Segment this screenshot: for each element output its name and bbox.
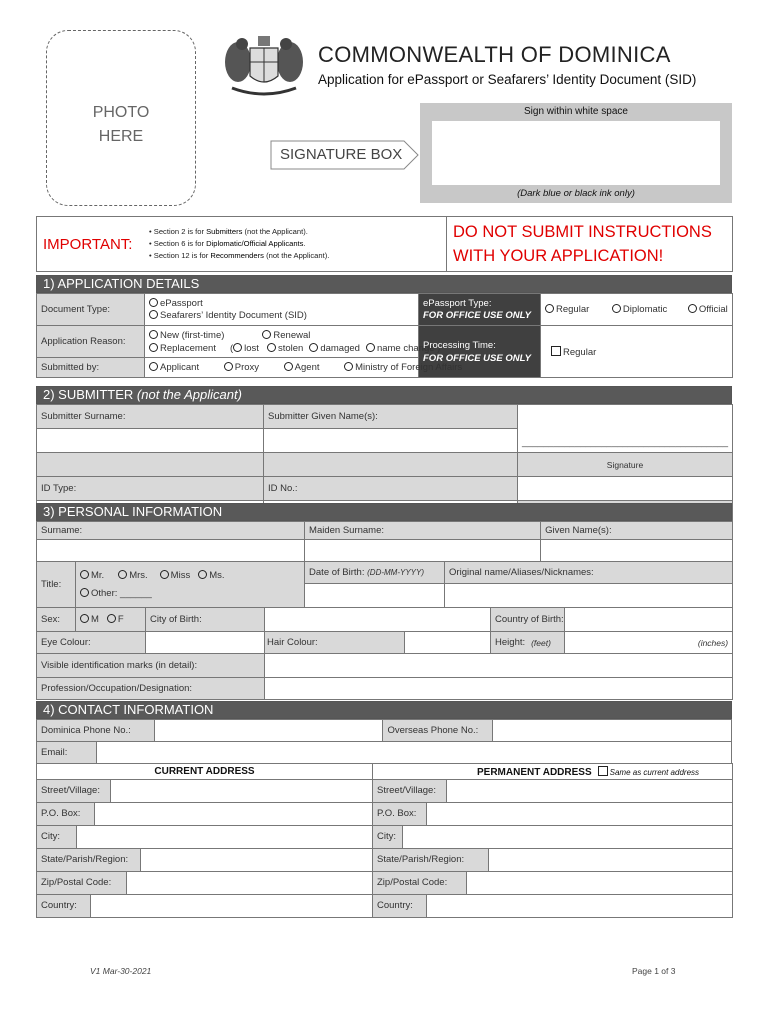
signature-label: Signature — [518, 453, 733, 477]
title-mrs[interactable]: Mrs. — [118, 570, 147, 581]
same-as-current[interactable]: Same as current address — [598, 767, 699, 778]
section-3-header: 3) PERSONAL INFORMATION — [36, 503, 732, 521]
reason-label: Application Reason: — [37, 326, 145, 358]
perm-street-label: Street/Village: — [373, 780, 447, 802]
aliases-field[interactable] — [445, 584, 733, 608]
email-field[interactable] — [96, 742, 731, 764]
section-1-header: 1) APPLICATION DETAILS — [36, 275, 732, 293]
processing-regular[interactable]: Regular — [541, 326, 733, 378]
perm-zip-label: Zip/Postal Code: — [373, 872, 467, 894]
ink-note: (Dark blue or black ink only) — [517, 188, 635, 199]
important-line: • Section 6 is for Diplomatic/Official Applicants. — [149, 239, 306, 248]
address-fields-table — [36, 779, 733, 918]
radio-icon — [80, 588, 89, 597]
permanent-address-header: PERMANENT ADDRESS — [477, 766, 592, 778]
given-label: Given Name(s): — [541, 522, 733, 540]
overseas-phone-cell — [383, 720, 732, 742]
radio-icon — [118, 570, 127, 579]
dom-phone-label: Dominica Phone No.: — [37, 720, 155, 742]
marks-field[interactable] — [265, 654, 733, 678]
radio-icon — [149, 310, 158, 319]
section-2-header: 2) SUBMITTER (not the Applicant) — [36, 386, 732, 404]
country-birth-label: Country of Birth: — [491, 608, 565, 632]
reason-replacement[interactable]: Replacement — [149, 343, 216, 354]
signature-line[interactable]: _______________________________________ — [518, 405, 733, 453]
submitted-by-label: Submitted by: — [37, 358, 145, 378]
sex-f[interactable]: F — [107, 614, 124, 625]
signature-area — [420, 103, 732, 203]
city-birth-field[interactable] — [265, 608, 491, 632]
signature-box-label: SIGNATURE BOX — [280, 146, 403, 163]
important-label: IMPORTANT: — [43, 235, 133, 253]
footer-page: Page 1 of 3 — [632, 966, 676, 976]
title-other[interactable]: Other: ______ — [80, 585, 300, 603]
cur-country-label: Country: — [37, 895, 91, 917]
important-line: • Section 12 is for Recommenders (not the Applicant). — [149, 251, 330, 260]
eye-colour-field[interactable] — [146, 632, 265, 654]
radio-icon — [366, 343, 375, 352]
email-label: Email: — [37, 742, 97, 764]
cur-street-label: Street/Village: — [37, 780, 111, 802]
ep-type-official[interactable]: Official — [688, 304, 728, 315]
date-field[interactable] — [518, 477, 733, 501]
submitter-given-label: Submitter Given Name(s): — [264, 405, 518, 429]
important-line: • Section 2 is for Submitters (not the Applicant). — [149, 227, 308, 236]
overseas-phone-label: Overseas Phone No.: — [383, 720, 493, 741]
signature-field[interactable] — [432, 121, 720, 185]
doc-type-sid[interactable]: Seafarers’ Identity Document (SID) — [149, 310, 414, 322]
reason-new[interactable]: New (first-time) — [149, 330, 224, 341]
photo-label: HERE — [98, 128, 144, 145]
reason-lost[interactable]: lost — [233, 343, 259, 354]
signature-box-arrow — [270, 140, 420, 170]
hair-colour-label: Hair Colour: — [265, 632, 405, 654]
radio-icon — [545, 304, 554, 313]
eye-colour-label: Eye Colour: — [37, 632, 146, 654]
checkbox-icon — [551, 346, 561, 356]
radio-icon — [149, 343, 158, 352]
radio-icon — [309, 343, 318, 352]
current-address-header: CURRENT ADDRESS — [37, 764, 373, 780]
doc-type-label: Document Type: — [37, 294, 145, 326]
perm-city-label: City: — [373, 826, 403, 848]
radio-icon — [198, 570, 207, 579]
radio-icon — [160, 570, 169, 579]
warning-text: DO NOT SUBMIT INSTRUCTIONS WITH YOUR APPLICATION! — [447, 217, 733, 272]
dob-field[interactable] — [305, 584, 445, 608]
country-title: COMMONWEALTH OF DOMINICA — [318, 42, 671, 67]
title-miss[interactable]: Miss — [160, 570, 191, 581]
submitter-surname-label: Submitter Surname: — [37, 405, 264, 429]
cur-state-label: State/Parish/Region: — [37, 849, 141, 871]
radio-icon — [262, 330, 271, 339]
radio-icon — [224, 362, 233, 371]
given-field[interactable] — [541, 540, 733, 562]
doc-type-epassport[interactable]: ePassport — [149, 298, 414, 310]
coat-of-arms-icon — [218, 30, 310, 100]
radio-icon — [149, 330, 158, 339]
photo-label: PHOTO — [92, 104, 150, 121]
address-table — [36, 763, 733, 780]
radio-icon — [149, 298, 158, 307]
footer-version: V1 Mar-30-2021 — [90, 966, 152, 976]
surname-label: Surname: — [37, 522, 305, 540]
submitted-mfa[interactable]: Ministry of Foreign Affairs — [344, 362, 462, 373]
radio-icon — [688, 304, 697, 313]
title-label: Title: — [37, 562, 76, 608]
radio-icon — [284, 362, 293, 371]
reason-damaged[interactable]: damaged — [309, 343, 360, 354]
cur-city-label: City: — [37, 826, 77, 848]
title-mr[interactable]: Mr. — [80, 570, 104, 581]
sex-label: Sex: — [37, 608, 76, 632]
dom-phone-field[interactable] — [154, 720, 383, 742]
office-use-label: FOR OFFICE USE ONLY — [423, 352, 532, 364]
sex-m[interactable]: M — [80, 614, 99, 625]
submitted-applicant[interactable]: Applicant — [149, 362, 199, 373]
country-birth-field[interactable] — [565, 608, 733, 632]
radio-icon — [80, 570, 89, 579]
maiden-field[interactable] — [305, 540, 541, 562]
aliases-label: Original name/Aliases/Nicknames: — [445, 562, 733, 584]
radio-icon — [80, 614, 89, 623]
height-label: Height: — [491, 632, 565, 654]
cur-pobox-label: P.O. Box: — [37, 803, 95, 825]
perm-country-label: Country: — [373, 895, 427, 917]
profession-label: Profession/Occupation/Designation: — [37, 678, 265, 700]
id-no-label: ID No.: — [264, 477, 518, 501]
application-details-table: Document Type: ePassport Seafarers’ Identity Document (SID) ePassport Type: FOR OFFICE USE ONLY Regular Diplomatic Official Application Reason: New (first-time) Renewal Replacement ( lost stolen damaged name change ) Processing Time: FOR OFFICE USE ONLY Regular Submitted by: Applicant Proxy Agent Ministry of Foreign Affairs — [36, 293, 733, 378]
reason-renewal[interactable]: Renewal — [262, 330, 310, 341]
submitter-given-field[interactable] — [264, 429, 518, 453]
sign-within-label: Sign within white space — [524, 106, 628, 117]
ep-type-diplomatic[interactable]: Diplomatic — [612, 304, 667, 315]
cur-zip-label: Zip/Postal Code: — [37, 872, 127, 894]
surname-field[interactable] — [37, 540, 305, 562]
radio-icon — [233, 343, 242, 352]
submitted-agent[interactable]: Agent — [284, 362, 320, 373]
perm-pobox-label: P.O. Box: — [373, 803, 427, 825]
hair-colour-field[interactable] — [405, 632, 491, 654]
reason-name-change[interactable]: name change ) — [366, 343, 440, 354]
maiden-label: Maiden Surname: — [305, 522, 541, 540]
radio-icon — [107, 614, 116, 623]
reason-stolen[interactable]: stolen — [267, 343, 303, 354]
photo-placeholder — [46, 30, 196, 206]
office-use-label: FOR OFFICE USE ONLY — [423, 309, 532, 321]
height-field[interactable]: (feet) (inches) — [565, 632, 733, 654]
radio-icon — [612, 304, 621, 313]
radio-icon — [344, 362, 353, 371]
city-birth-label: City of Birth: — [146, 608, 265, 632]
checkbox-icon — [598, 766, 608, 776]
important-notice — [36, 216, 733, 272]
ep-type-regular[interactable]: Regular — [545, 304, 589, 315]
profession-field[interactable] — [265, 678, 733, 700]
personal-info-table — [36, 521, 733, 700]
perm-state-label: State/Parish/Region: — [373, 849, 489, 871]
marks-label: Visible identification marks (in detail): — [37, 654, 265, 678]
title-ms[interactable]: Ms. — [198, 570, 224, 581]
radio-icon — [149, 362, 158, 371]
contact-table — [36, 719, 732, 764]
form-subtitle: Application for ePassport or Seafarers’ Identity Document (SID) — [318, 72, 697, 87]
submitted-proxy[interactable]: Proxy — [224, 362, 259, 373]
dob-label: Date of Birth: (DD-MM-YYYY) — [305, 562, 445, 584]
id-type-label: ID Type: — [37, 477, 264, 501]
section-4-header: 4) CONTACT INFORMATION — [36, 701, 732, 719]
radio-icon — [267, 343, 276, 352]
submitter-surname-field[interactable] — [37, 429, 264, 453]
ep-type-label: ePassport Type: — [423, 297, 492, 309]
processing-time-label: Processing Time: — [423, 339, 496, 351]
